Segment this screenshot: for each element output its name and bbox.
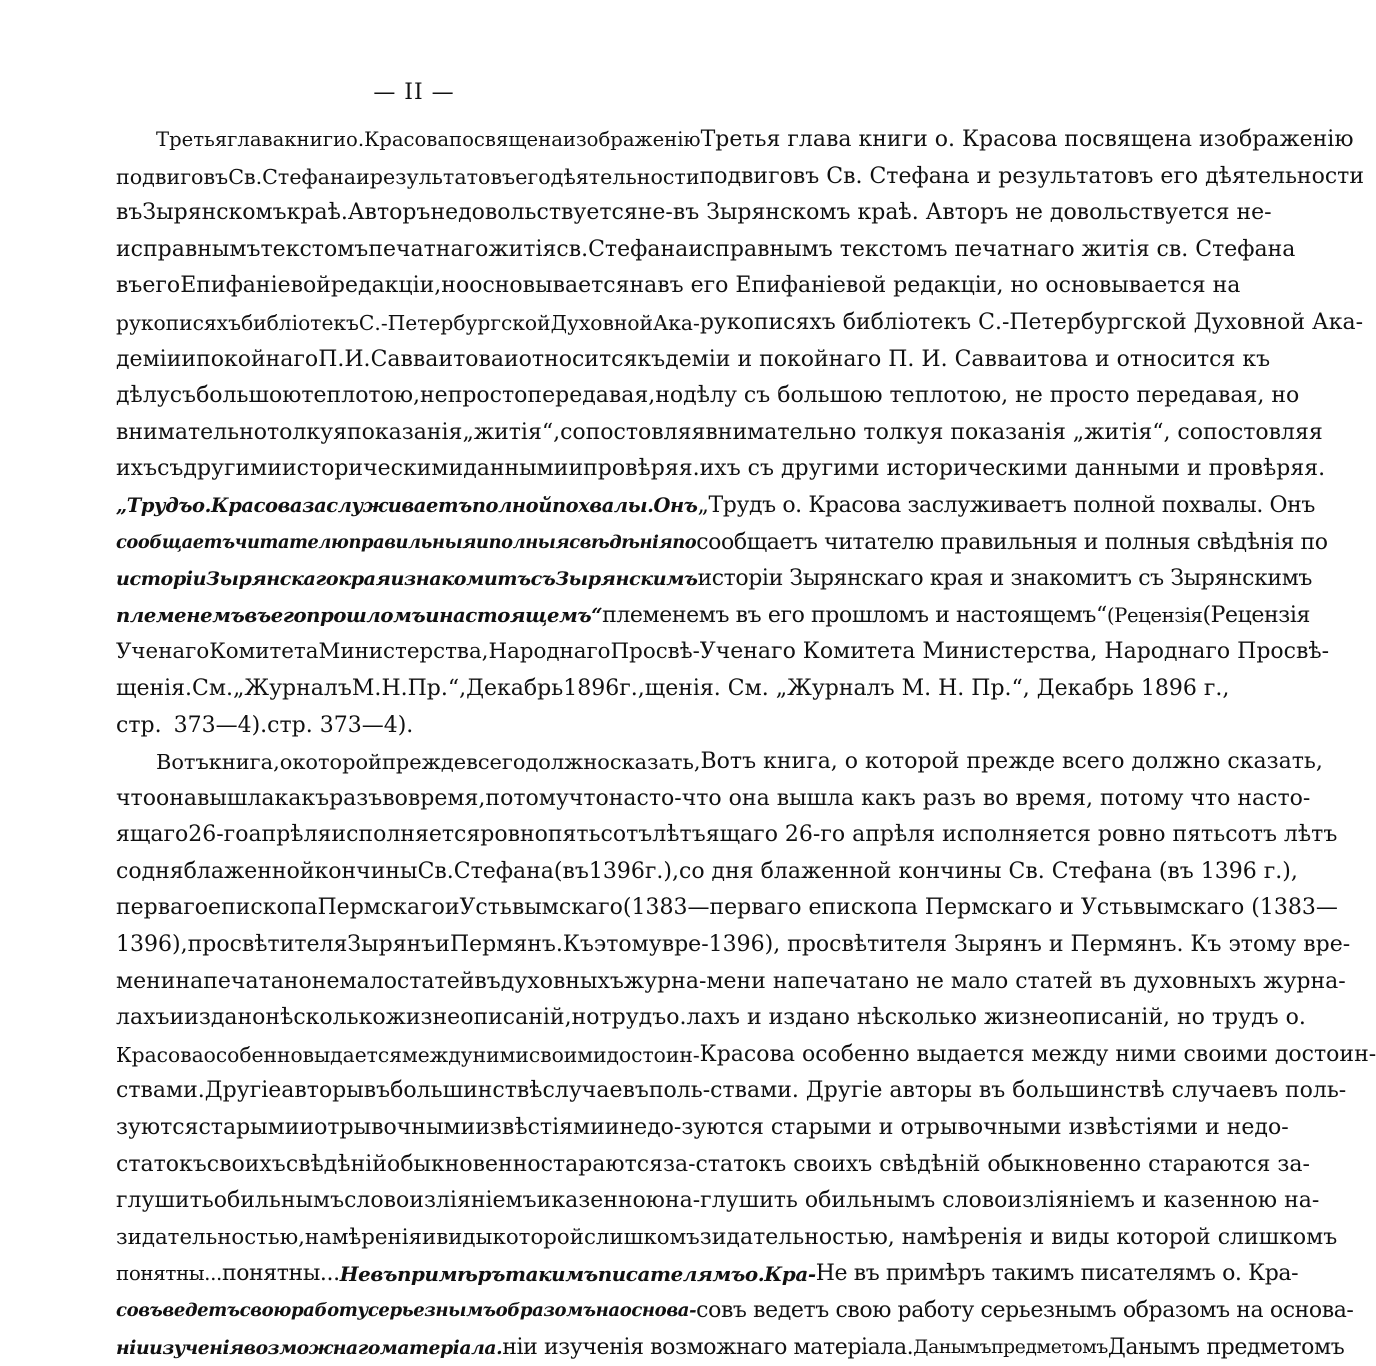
word: Просвѣ- [610,639,700,665]
text-line: племенемъ въ его прошломъ и настоящемъ“ племенемъ въ его прошломъ и настоящемъ“ (Рецензія (Рецензія [116,598,712,635]
word: и [169,1005,185,1031]
word: исполняется [331,822,481,848]
text-line: зуются старыми и отрывочными извѣстіями и недо- зуются старыми и отрывочными извѣстіями и недо- [116,1110,712,1147]
italic-word: по [672,531,697,553]
italic-word: Онъ [653,493,698,517]
italic-word: сообщаетъ [116,531,235,553]
word: основывается [469,273,630,299]
word: и [536,1188,552,1214]
word: Св. [228,164,263,189]
word: виды [436,1224,493,1250]
italic-word: о. [192,493,211,517]
paragraph [116,744,1376,1366]
text-line: ихъ съ другими историческими данными и провѣряя. ихъ съ другими историческими данными и провѣряя. [116,451,712,488]
word: съ [169,383,197,409]
italic-word: правильныя [348,531,477,553]
text-line: статокъ своихъ свѣдѣній обыкновенно стараются за- статокъ своихъ свѣдѣній обыкновенно стараются за- [116,1147,712,1184]
word: Третья [156,128,228,151]
word: перваго [116,895,209,921]
word: его [142,273,181,299]
word: сказать, [609,750,701,775]
word: Авторъ [347,200,431,226]
word: вре- [661,932,709,958]
italic-word: возможнаго [243,1336,380,1359]
italic-word: края [338,567,391,591]
italic-word: въ [370,1262,398,1287]
word: старыми [198,1115,300,1141]
word: жизнеописаній, [385,1005,572,1031]
word: отрывочными [314,1115,476,1141]
word: поль- [648,1078,711,1104]
word: во [382,785,408,811]
word: г., [619,675,645,701]
word: должно [525,750,610,775]
word: рукописяхъ [116,310,241,335]
word: дня [141,858,184,884]
word: лахъ [116,1005,170,1031]
word: между [401,1042,473,1067]
word: глава [227,128,285,151]
word: провѣряя. [583,456,700,482]
italic-word: Красова [210,493,303,517]
word: что [568,785,609,811]
word: за- [662,1151,696,1177]
word: Комитета [209,639,319,665]
italic-word: свѣдѣнія [569,531,673,553]
word: 1396), [116,932,188,958]
text-line: ніи изученія возможнаго матеріала. ніи изученія возможнаго матеріала. Данымъ предметомъ Данымъ предметомъ [116,1330,712,1366]
word: Стефана [588,236,689,262]
word: прежде [381,750,467,775]
word: 1896 [563,675,620,701]
text-line: въ Зырянскомъ краѣ. Авторъ не довольствуется не- въ Зырянскомъ краѣ. Авторъ не довольствуется не- [116,195,712,232]
word: другими [183,456,282,482]
word: обыкновенно [386,1151,541,1177]
word: и [435,932,450,958]
word: случаевъ [542,1078,649,1104]
word: не [430,200,459,226]
word: со [116,858,142,884]
word: результатовъ [369,164,516,189]
word: не [420,383,448,409]
word: Декабрь [466,675,564,701]
word: время, [407,785,486,811]
word: дѣлу [116,383,170,409]
text-line: рукописяхъ библіотекъ С.-Петербургской Духовной Ака- рукописяхъ библіотекъ С.-Петербургской Духовной Ака- [116,305,712,342]
italic-word: ведетъ [162,1300,240,1321]
word: Министерства, [318,639,489,665]
word: но [571,1005,600,1031]
text-line: что она вышла какъ разъ во время, потому что насто- что она вышла какъ разъ во время, потому что насто- [116,781,712,818]
word: изображенію [562,128,701,151]
word: на- [664,1188,701,1214]
word: г.), [644,858,679,884]
word: 26-го [188,822,249,848]
word: сопостовляя [560,419,706,445]
word: и [181,346,197,372]
word: текстомъ [260,236,369,262]
word: лѣтъ [652,822,706,848]
word: „Журналъ [233,675,352,701]
text-line: подвиговъ Св. Стефана и результатовъ его дѣятельности подвиговъ Св. Стефана и результатовъ его дѣятельности [116,159,712,196]
word: (Рецензія [1106,603,1203,627]
text-line: „Трудъ о. Красова заслуживаетъ полной похвалы. Онъ „Трудъ о. Красова заслуживаетъ полной похвалы. Онъ [116,488,712,525]
italic-word: изученія [149,1336,244,1359]
word: стр. [116,712,162,738]
italic-word: прошломъ [306,603,426,627]
word: толкуя [267,419,347,445]
word: своими [528,1042,607,1067]
word: не [311,968,340,994]
italic-word: настоящемъ“ [439,603,603,627]
word: статей [396,968,475,994]
word: что [116,785,156,811]
text-line: перваго епископа Пермскаго и Устьвымскаго (1383— перваго епископа Пермскаго и Устьвымскаго (1383— [116,890,712,927]
word: зуются [116,1115,199,1141]
text-line: ствами. Другіе авторы въ большинствѣ случаевъ поль- ствами. Другіе авторы въ большинствѣ случаевъ поль- [116,1073,712,1110]
word: Ака- [652,310,700,335]
italic-word: въ [244,603,271,627]
text-line: лахъ и издано нѣсколько жизнеописаній, но трудъ о. лахъ и издано нѣсколько жизнеописаній, но трудъ о. [116,1000,712,1037]
word: данными [463,456,569,482]
word: щенія. [116,675,193,701]
word: статокъ [116,1151,207,1177]
italic-word: „Трудъ [116,493,193,517]
word: И. [344,346,371,372]
italic-word: примѣръ [397,1262,506,1287]
italic-word: полныя [488,531,570,553]
word: передавая, [527,383,656,409]
word: недо- [619,1115,682,1141]
word: дѣятельности [550,164,700,189]
italic-word: Зырянскимъ [555,567,698,591]
word: Другіе [204,1078,282,1104]
word: теплотою, [301,383,420,409]
word: которой [292,750,382,775]
word: большинствѣ [390,1078,543,1104]
word: и [444,895,460,921]
word: духовныхъ [500,968,624,994]
word: но [441,273,470,299]
word: въ [474,968,501,994]
text-line: ящаго 26-го апрѣля исполняется ровно пятьсотъ лѣтъ ящаго 26-го апрѣля исполняется ровно пятьсотъ лѣтъ [116,817,712,854]
text-line: внимательно толкуя показанія „житія“, сопостовляя внимательно толкуя показанія „житія“, сопостовляя [116,415,712,452]
word: Данымъ [913,1336,992,1358]
word: П. [318,346,345,372]
word: показанія [346,419,463,445]
word: ствами. [116,1078,205,1104]
word: (въ [553,858,589,884]
word: достоин- [606,1042,700,1067]
word: С.-Петербургской [358,310,551,335]
word: его [515,164,551,189]
word: Красова [116,1042,204,1067]
word: насто- [608,785,682,811]
word: понятны... [116,1262,222,1286]
word: слишкомъ [583,1224,700,1250]
word: вышла [197,785,275,811]
word: этому [593,932,662,958]
text-line: дѣлу съ большою теплотою, не просто передавая, но дѣлу съ большою теплотою, не просто передавая, но [116,378,712,415]
word: М. [351,675,382,701]
word: внимательно [116,419,267,445]
italic-word: на [595,1300,620,1321]
word: въ [116,273,143,299]
text-line: исторіи Зырянскаго края и знакомитъ съ Зырянскимъ исторіи Зырянскаго края и знакомитъ съ Зырянскимъ [116,561,712,598]
word: исправнымъ [116,236,261,262]
word: своихъ [206,1151,286,1177]
word: подвиговъ [116,164,229,189]
word: и [568,456,584,482]
text-line: зидательностью, намѣренія и виды которой слишкомъ зидательностью, намѣренія и виды которой слишкомъ [116,1220,712,1257]
italic-word: образомъ [495,1300,596,1321]
word: епископа [208,895,318,921]
word: потому [485,785,569,811]
italic-word: писателямъ [597,1262,745,1287]
word: ихъ [116,456,158,482]
word: Зырянскомъ [142,200,287,226]
italic-word: Кра- [764,1262,816,1287]
word: Пермянъ. [449,932,563,958]
word: словоизліяніемъ [344,1188,537,1214]
text-line: Красова особенно выдается между ними своими достоин- Красова особенно выдается между ними своими достоин- [116,1037,712,1074]
word: См. [192,675,233,701]
italic-word: Зырянскаго [206,567,339,591]
italic-word: матеріала. [379,1336,503,1359]
word: Стефана [453,858,554,884]
word: и [604,1115,620,1141]
paragraph [116,122,1364,744]
word: (1383— [622,895,710,921]
italic-word: Не [339,1262,371,1287]
word: пятьсотъ [547,822,653,848]
word: деміи [116,346,182,372]
word: въ [363,1078,391,1104]
italic-word: съ [530,567,556,591]
text-line: совъ ведетъ свою работу серьезнымъ образомъ на основа- совъ ведетъ свою работу серьезнымъ образомъ на основа- [116,1293,712,1330]
word: просвѣтителя [187,932,348,958]
word: какъ [274,785,330,811]
word: обильнымъ [213,1188,345,1214]
word: и [503,346,519,372]
word: мало [339,968,397,994]
italic-word: и [476,531,489,553]
book-page [116,78,1376,1366]
text-line: въ его Епифаніевой редакціи, но основывается на въ его Епифаніевой редакціи, но основывается на [116,268,712,305]
word: нѣсколько [265,1005,386,1031]
word: ящаго [116,822,189,848]
text-line: сообщаетъ читателю правильныя и полныя свѣдѣнія по сообщаетъ читателю правильныя и полныя свѣдѣнія по [116,525,712,562]
text-line: со дня блаженной кончины Св. Стефана (въ 1396 г.), со дня блаженной кончины Св. Стефана (въ 1396 г.), [116,854,712,891]
word: 373—4). [173,712,268,738]
text-line: стр. 373—4). стр. 373—4). [116,708,712,745]
word: историческими [281,456,464,482]
word: въ [116,200,143,226]
word: Епифаніевой [180,273,331,299]
body-text [116,122,1376,1366]
italic-word: такимъ [505,1262,598,1287]
italic-word: полной [471,493,552,517]
word: авторы [281,1078,364,1104]
word: кончины [314,858,418,884]
word: о [279,750,293,775]
italic-word: о. [744,1262,765,1287]
word: глушить [116,1188,214,1214]
word: „житія“, [462,419,561,445]
word: не- [637,200,673,226]
italic-word: ніи [116,1336,150,1359]
word: довольствуется [458,200,638,226]
word: Св. [417,858,454,884]
word: трудъ [599,1005,667,1031]
italic-word: совъ [116,1300,163,1321]
word: редакціи, [330,273,442,299]
word: Савваитова [370,346,504,372]
word: и [421,1224,437,1250]
word: извѣстіями [475,1115,605,1141]
word: Н. [381,675,408,701]
text-line: деміи и покойнаго П. И. Савваитова и относится къ деміи и покойнаго П. И. Савваитова и относится къ [116,342,712,379]
word: особенно [203,1042,303,1067]
word: всего [466,750,526,775]
word: напечатано [175,968,312,994]
word: житія [488,236,557,262]
word: Зырянъ [347,932,436,958]
word: Стефана [262,164,357,189]
word: свѣдѣній [285,1151,387,1177]
word: мени [116,968,176,994]
text-line: исправнымъ текстомъ печатнаго житія св. Стефана исправнымъ текстомъ печатнаго житія св. Стефана [116,232,712,269]
word: о. [346,128,365,151]
italic-word: основа- [619,1300,697,1321]
italic-word: заслуживаетъ [302,493,472,517]
word: къ [637,346,666,372]
word: и [299,1115,315,1141]
word: зидательностью, [116,1224,305,1250]
word: Къ [562,932,594,958]
word: Ученаго [116,639,210,665]
word: библіотекъ [240,310,359,335]
word: просто [447,383,528,409]
word: книга, [208,750,280,775]
word: печатнаго [368,236,489,262]
text-line: понятны... понятны... Не въ примѣръ такимъ писателямъ о. Кра- Не въ примѣръ такимъ писателямъ о. Кра- [116,1256,712,1293]
word: блаженной [183,858,315,884]
word: издано [184,1005,266,1031]
text-line: мени напечатано не мало статей въ духовныхъ журна- мени напечатано не мало статей въ духовныхъ журна- [116,964,712,1001]
text-line: Ученаго Комитета Министерства, Народнаго Просвѣ- Ученаго Комитета Министерства, Народнаго Просвѣ- [116,634,712,671]
word: относится [518,346,638,372]
word: она [155,785,197,811]
italic-word: и [425,603,440,627]
word: журна- [623,968,707,994]
word: Пермскаго [317,895,445,921]
word: Вотъ [156,750,209,775]
italic-word: племенемъ [116,603,245,627]
word: Красова [364,128,450,151]
word: ними [472,1042,529,1067]
italic-word: читателю [234,531,349,553]
italic-word: и [390,567,404,591]
italic-word: похвалы. [551,493,654,517]
word: Пр.“, [407,675,467,701]
word: посвящена [449,128,563,151]
text-line: Вотъ книга, о которой прежде всего должно сказать, Вотъ книга, о которой прежде всего должно сказать, [116,744,712,781]
text-line: Третья глава книги о. Красова посвящена изображенію Третья глава книги о. Красова посвящена изображенію [116,122,712,159]
word: апрѣля [248,822,332,848]
text-line: щенія. См. „Журналъ М. Н. Пр.“, Декабрь 1896 г., щенія. См. „Журналъ М. Н. Пр.“, Декабрь 1896 г., [116,671,712,708]
word: Народнаго [488,639,611,665]
word: краѣ. [286,200,348,226]
text-line: 1396), просвѣтителя Зырянъ и Пермянъ. Къ этому вре- 1396), просвѣтителя Зырянъ и Пермянъ. Къ этому вре- [116,927,712,964]
word: книги [284,128,347,151]
italic-word: исторіи [116,567,207,591]
word: св. [556,236,589,262]
word: на [629,273,658,299]
italic-word: свою [239,1300,291,1321]
word: ровно [480,822,548,848]
word: намѣренія [304,1224,422,1250]
word: о. [666,1005,687,1031]
word: выдается [302,1042,402,1067]
text-line: глушить обильнымъ словоизліяніемъ и казенною на- глушить обильнымъ словоизліяніемъ и казенною на- [116,1183,712,1220]
word: 1396 [588,858,645,884]
word: большою [196,383,302,409]
word: предметомъ [991,1336,1108,1358]
word: стараются [540,1151,663,1177]
page-number: — II — [373,80,455,105]
word: Духовной [550,310,653,335]
word: которой [492,1224,584,1250]
italic-word: серьезнымъ [367,1300,496,1321]
word: но [655,383,684,409]
word: Устьвымскаго [459,895,623,921]
italic-word: его [270,603,307,627]
word: покойнаго [196,346,319,372]
word: казенною [551,1188,665,1214]
italic-word: знакомитъ [403,567,531,591]
word: и [356,164,370,189]
word: разъ [329,785,383,811]
word: съ [157,456,184,482]
italic-word: работу [290,1300,368,1321]
